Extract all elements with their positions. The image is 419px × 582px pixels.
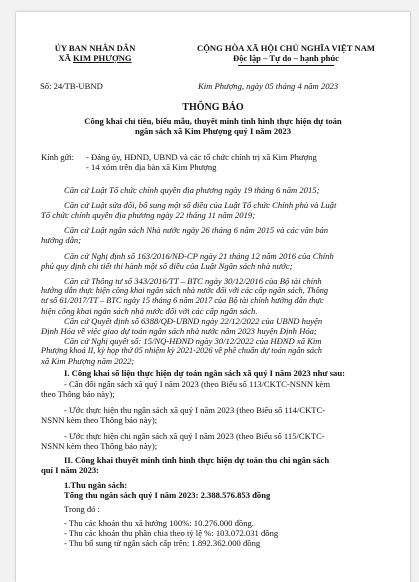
legal-basis-line: Căn cứ Thông tư số 343/2016/TT – BTC ngày 30/12/2016 của Bộ tài chính [64,276,322,286]
recipient-2: - 14 xóm trên địa bàn xã Kim Phượng [86,162,217,172]
national-title: CỘNG HÒA XÃ HỘI CHỦ NGHĨA VIỆT NAM [196,43,376,53]
legal-basis-line: xã Kim Phượng năm 2022; [41,356,135,366]
legal-basis-line: hiện công khai ngân sách nhà nước đối với các cấp ngân sách. [41,306,258,316]
legal-basis-line: hướng dẫn thực hiện công khai ngân sách nhà nước đối với các cấp ngân sách, Thông [41,286,329,295]
legal-basis-line: Căn cứ Luật sửa đổi, bổ sung một số điều của Luật Tổ chức Chính phủ và Luật [64,200,337,210]
section-1-item: NSNN kèm theo Thông báo này); [41,441,158,451]
section-1-item: - Ước thực hiện chi ngân sách xã quý I năm 2023 (theo Biểu số 115/CKTC- [64,431,325,441]
legal-basis-line: Căn cứ Quyết định số 6388/QĐ-UBND ngày 22/12/2022 của UBND huyện [64,316,323,326]
legal-basis-line: phủ quy định chi tiết thi hành một số điều của Luật Ngân sách nhà nước; [41,261,293,271]
revenue-item: - Thu các khoản thu xã hưởng 100%: 10.276.000 đồng. [64,518,254,528]
issuer-name: KIM PHƯỢNG [72,53,132,63]
legal-basis-line: Căn cứ Nghị định số 163/2016/NĐ-CP ngày 21 tháng 12 năm 2016 của Chính [64,251,334,261]
recipient-1: - Đảng ủy, HĐND, UBND và các tổ chức chính trị xã Kim Phượng [86,152,317,162]
issuer-line-2 [20,53,170,63]
section-2-heading: II. Công khai thuyết minh tình hình thực hiện dự toán thu chi ngân sách [64,455,330,465]
issuer-prefix: XÃ [58,53,73,63]
document-subtitle-1: Công khai chỉ tiêu, biểu mẫu, thuyết minh tình hình thực hiện dự toán [84,116,342,126]
document-subtitle-2: ngân sách xã Kim Phượng quý I năm 2023 [134,126,292,136]
document-page [16,12,410,582]
legal-basis-line: Phượng khoá II, kỳ họp thứ 05 nhiệm kỳ 2021-2026 về phê chuẩn dự toán ngân sách [41,346,322,355]
legal-basis-line: Căn cứ Nghị quyết số: 15/NQ-HĐND ngày 30/12/2022 của HĐND xã Kim [64,336,322,346]
revenue-subheading: 1.Thu ngân sách: [64,480,128,490]
recipients-label: Kính gửi: [41,152,75,162]
revenue-item: - Thu bổ sung từ ngân sách cấp trên: 1.892.362.000 đồng [64,538,261,548]
in-which-label: Trong đó : [64,504,100,514]
section-1-heading: I. Công khai số liệu thực hiện dự toán ngân sách xã quý I năm 2023 như sau: [64,368,345,378]
legal-basis-line: tư số 61/2017/TT – BTC ngày 15 tháng 6 năm 2017 của Bộ tài chính hướng dẫn thực [41,296,324,305]
document-number: Số: 24/TB-UBND [40,81,103,91]
legal-basis-line: Định Hóa về việc giao dự toán ngân sách nhà nước năm 2023 huyện Định Hóa; [41,326,317,336]
revenue-item: - Thu các khoản thu phân chia theo tỷ lệ %: 103.072.031 đồng [64,528,279,538]
revenue-total: Tổng thu ngân sách quý I năm 2023: 2.388.576.853 đồng [64,490,271,500]
document-date: Kim Phượng, ngày 05 tháng 4 năm 2023 [198,81,339,91]
section-1-item: - Ước thực hiện thu ngân sách xã quý I năm 2023 (theo Biểu số 114/CKTC- [64,405,326,415]
legal-basis-line: Căn cứ Luật Tổ chức chính quyền địa phương ngày 19 tháng 6 năm 2015; [64,185,320,195]
section-2-heading-cont: quí I năm 2023: [41,465,100,475]
issuer-line-1: ỦY BAN NHÂN DÂN [54,43,136,53]
motto-underline [238,65,334,66]
legal-basis-line: Căn cứ Luật ngân sách Nhà nước ngày 26 tháng 6 năm 2015 và các văn bản [64,225,329,235]
section-1-item: - Cân đối ngân sách xã quý I năm 2023 (theo Biểu số 113/CKTC-NSNN kèm [64,379,331,389]
section-1-item: NSNN kèm theo Thông báo này); [41,415,158,425]
national-motto: Độc lập – Tự do – hạnh phúc [232,53,339,63]
legal-basis-line: Tổ chức chính quyền địa phương ngày 22 tháng 11 năm 2019; [41,210,256,220]
document-title: THÔNG BÁO [182,102,244,113]
section-1-item: theo Thông báo này); [41,389,115,399]
legal-basis-line: hướng dẫn; [41,235,82,245]
